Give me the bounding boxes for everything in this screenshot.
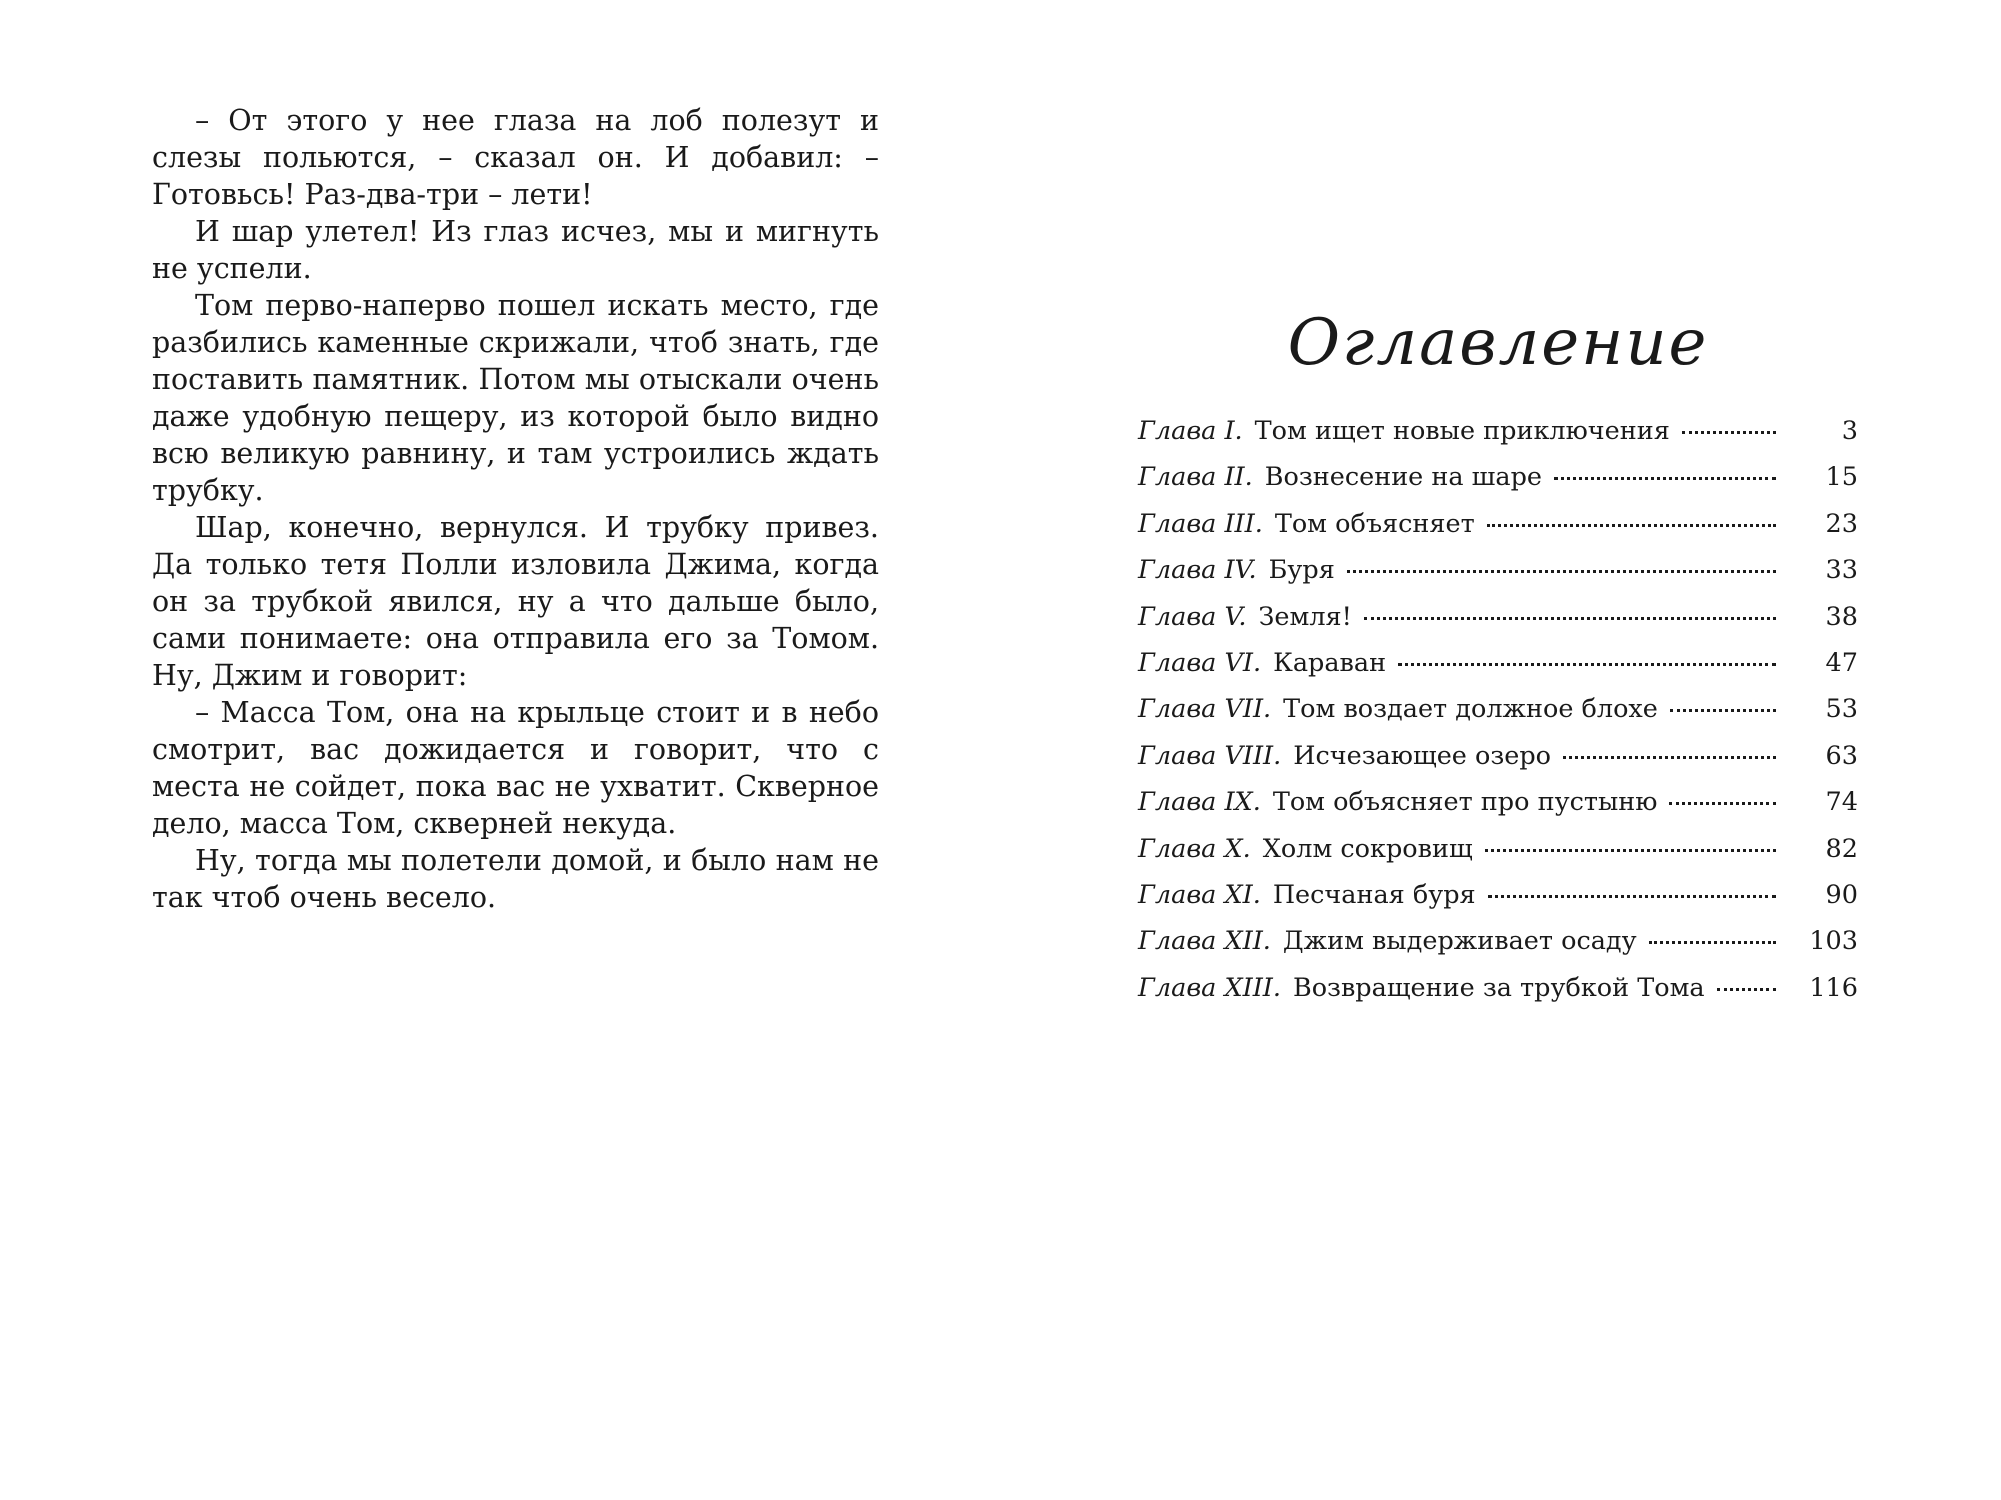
toc-chapter-title: Джим выдерживает осаду	[1282, 926, 1637, 957]
toc-chapter-number: Глава X.	[1138, 833, 1251, 864]
toc-entry[interactable]	[1138, 555, 1858, 601]
toc-title: Оглавление	[1287, 306, 1709, 380]
toc-leader-dots	[1563, 756, 1776, 759]
toc-chapter-title: Земля!	[1258, 601, 1352, 632]
toc-page-number: 63	[1825, 740, 1858, 771]
table-of-contents	[1138, 416, 1858, 1019]
toc-entry[interactable]	[1138, 880, 1858, 926]
toc-leader-dots	[1682, 431, 1776, 434]
toc-chapter-number: Глава II.	[1138, 462, 1253, 493]
toc-entry[interactable]	[1138, 694, 1858, 740]
toc-chapter-title: Песчаная буря	[1272, 879, 1476, 910]
toc-chapter-title: Холм сокровищ	[1262, 833, 1473, 864]
toc-page-number: 15	[1825, 462, 1858, 493]
toc-page-number: 90	[1825, 879, 1858, 910]
paragraph: Том перво-наперво пошел искать место, где разбились каменные скрижали, чтоб знать, где поставить памятник. Потом мы отыскали очень даже удобную пещеру, из которой было видно всю великую равнину, и там устроились ждать трубку.	[152, 289, 879, 507]
toc-page-number: 3	[1841, 416, 1858, 446]
toc-entry[interactable]	[1138, 509, 1858, 555]
toc-leader-dots	[1347, 570, 1776, 573]
toc-entry[interactable]	[1138, 648, 1858, 694]
toc-chapter-number: Глава VIII.	[1138, 740, 1282, 771]
toc-page-number: 82	[1825, 833, 1858, 864]
toc-leader-dots	[1554, 477, 1776, 480]
toc-chapter-title: Вознесение на шаре	[1264, 462, 1543, 493]
toc-page-number: 33	[1825, 555, 1858, 586]
toc-page-number: 53	[1825, 694, 1858, 725]
toc-leader-dots	[1670, 709, 1776, 712]
toc-chapter-number: Глава IV.	[1138, 555, 1257, 586]
toc-chapter-number: Глава IX.	[1138, 787, 1261, 818]
toc-page-number: 23	[1825, 508, 1858, 539]
toc-chapter-title: Том объясняет про пустыню	[1272, 787, 1658, 818]
paragraph: – От этого у нее глаза на лоб полезут и слезы польются, – сказал он. И добавил: – Готовьсь! Раз-два-три – лети!	[152, 104, 879, 211]
toc-leader-dots	[1485, 849, 1776, 852]
toc-leader-dots	[1649, 941, 1776, 944]
toc-leader-dots	[1488, 895, 1776, 898]
paragraph: Ну, тогда мы полетели домой, и было нам не так чтоб очень весело.	[152, 844, 879, 914]
paragraph: Шар, конечно, вернулся. И трубку привез. Да только тетя Полли изловила Джима, когда он за трубкой явился, ну а что дальше было, сами понимаете: она отправила его за Томом. Ну, Джим и говорит:	[152, 511, 879, 692]
toc-chapter-number: Глава VII.	[1138, 694, 1272, 725]
toc-leader-dots	[1669, 802, 1776, 805]
toc-page-number: 74	[1825, 787, 1858, 818]
toc-chapter-number: Глава III.	[1138, 508, 1263, 539]
left-page	[152, 102, 879, 916]
toc-entry[interactable]	[1138, 741, 1858, 787]
toc-chapter-title: Караван	[1273, 647, 1387, 678]
toc-chapter-number: Глава I.	[1138, 416, 1243, 446]
toc-chapter-title: Том объясняет	[1274, 508, 1475, 539]
toc-chapter-title: Том воздает должное блохе	[1283, 694, 1658, 725]
toc-entry[interactable]	[1138, 787, 1858, 833]
paragraph: – Масса Том, она на крыльце стоит и в небо смотрит, вас дожидается и говорит, что с места не сойдет, пока вас не ухватит. Скверное дело, масса Том, скверней некуда.	[152, 696, 879, 840]
toc-chapter-number: Глава V.	[1138, 601, 1247, 632]
paragraph: И шар улетел! Из глаз исчез, мы и мигнуть не успели.	[152, 215, 879, 285]
toc-page-number: 38	[1825, 601, 1858, 632]
toc-chapter-number: Глава XIII.	[1138, 972, 1281, 1003]
toc-entry[interactable]	[1138, 602, 1858, 648]
toc-chapter-title: Исчезающее озеро	[1293, 740, 1552, 771]
toc-chapter-number: Глава XII.	[1138, 926, 1271, 957]
toc-leader-dots	[1364, 617, 1776, 620]
toc-chapter-number: Глава VI.	[1138, 647, 1262, 678]
toc-leader-dots	[1717, 988, 1776, 991]
toc-entry[interactable]	[1138, 973, 1858, 1019]
toc-entry[interactable]	[1138, 416, 1858, 462]
toc-chapter-title: Возвращение за трубкой Тома	[1292, 972, 1705, 1003]
toc-page-number: 116	[1809, 972, 1858, 1003]
toc-leader-dots	[1398, 663, 1776, 666]
toc-entry[interactable]	[1138, 462, 1858, 508]
toc-chapter-title: Том ищет новые приключения	[1254, 416, 1670, 446]
toc-entry[interactable]	[1138, 926, 1858, 972]
toc-entry[interactable]	[1138, 834, 1858, 880]
toc-chapter-title: Буря	[1268, 555, 1335, 586]
toc-page-number: 103	[1809, 926, 1858, 957]
toc-page-number: 47	[1825, 647, 1858, 678]
toc-chapter-number: Глава XI.	[1138, 879, 1261, 910]
toc-leader-dots	[1487, 524, 1776, 527]
